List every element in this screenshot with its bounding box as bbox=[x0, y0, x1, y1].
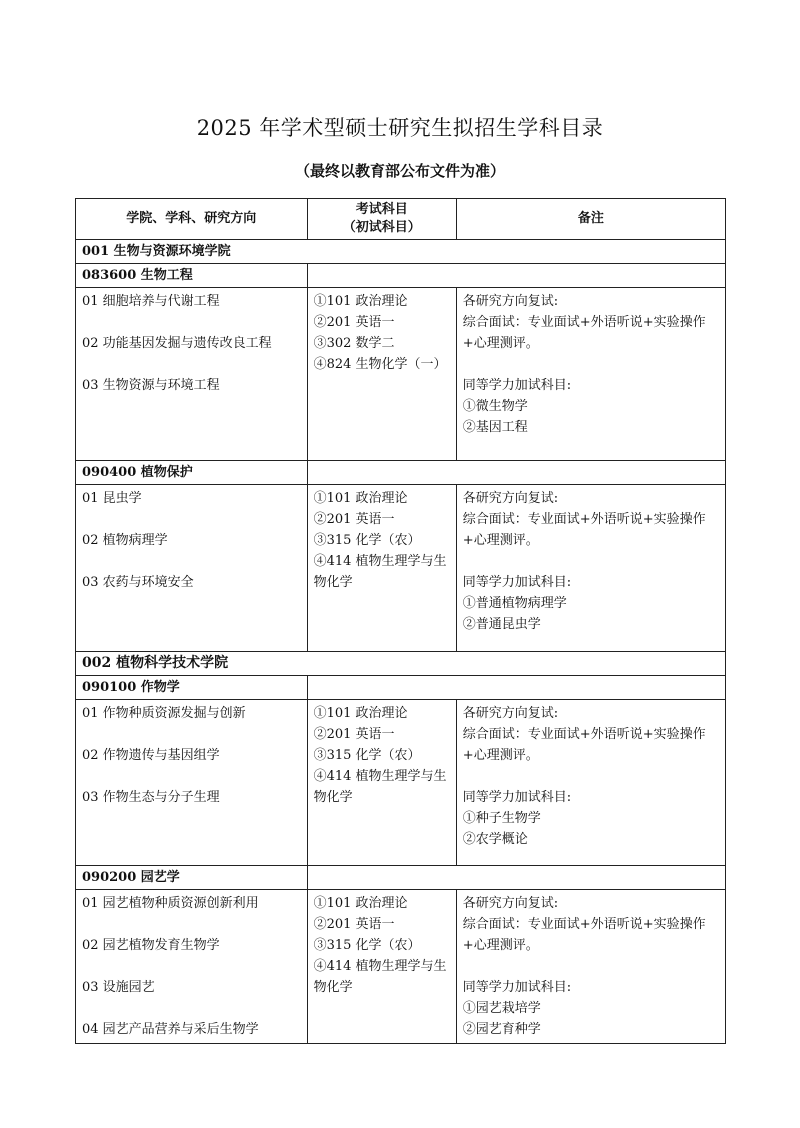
discipline-detail-row bbox=[76, 288, 726, 461]
discipline-blank bbox=[307, 676, 725, 700]
exam-item: ④824 生物化学（一） bbox=[313, 357, 447, 372]
extra-exam-item: ①种子生物学 bbox=[462, 811, 541, 826]
notes-cell bbox=[456, 700, 725, 866]
retest-title: 各研究方向复试: bbox=[462, 896, 559, 911]
notes-cell bbox=[456, 485, 725, 652]
exam-item: ③315 化学（农） bbox=[313, 938, 421, 953]
header-exams-line1: 考试科目 bbox=[355, 202, 408, 217]
page-title: 2025 年学术型硕士研究生拟招生学科目录 bbox=[196, 116, 604, 140]
discipline-detail-row bbox=[76, 485, 726, 652]
exam-item: ②201 英语一 bbox=[313, 917, 395, 932]
exam-item: ③302 数学二 bbox=[313, 336, 395, 351]
retest-detail: 综合面试：专业面试+外语听说+实验操作+心理测评。 bbox=[462, 315, 706, 351]
discipline-detail-row bbox=[76, 890, 726, 1044]
exams-cell bbox=[307, 890, 456, 1044]
college-name: 001 生物与资源环境学院 bbox=[76, 240, 726, 264]
discipline-row bbox=[76, 866, 726, 890]
exam-item: ①101 政治理论 bbox=[313, 491, 408, 506]
header-directions: 学院、学科、研究方向 bbox=[76, 199, 308, 240]
exam-item: ③315 化学（农） bbox=[313, 533, 421, 548]
college-row bbox=[76, 652, 726, 676]
notes-cell bbox=[456, 288, 725, 461]
exam-item: ④414 植物生理学与生物化学 bbox=[313, 769, 447, 805]
extra-exam-title: 同等学力加试科目: bbox=[462, 790, 572, 805]
discipline-blank bbox=[307, 461, 725, 485]
discipline-detail-row bbox=[76, 700, 726, 866]
direction-item: 02 植物病理学 bbox=[82, 533, 168, 548]
direction-item: 02 功能基因发掘与遗传改良工程 bbox=[82, 336, 272, 351]
retest-detail: 综合面试：专业面试+外语听说+实验操作+心理测评。 bbox=[462, 727, 706, 763]
exams-cell bbox=[307, 485, 456, 652]
retest-title: 各研究方向复试: bbox=[462, 294, 559, 309]
direction-item: 01 作物种质资源发掘与创新 bbox=[82, 706, 246, 721]
extra-exam-item: ②基因工程 bbox=[462, 420, 528, 435]
college-name: 002 植物科学技术学院 bbox=[76, 652, 726, 676]
retest-detail: 综合面试：专业面试+外语听说+实验操作+心理测评。 bbox=[462, 512, 706, 548]
page-subtitle: （最终以教育部公布文件为准） bbox=[294, 162, 505, 180]
discipline-blank bbox=[307, 866, 725, 890]
extra-exam-item: ②园艺育种学 bbox=[462, 1022, 541, 1037]
extra-exam-item: ①普通植物病理学 bbox=[462, 596, 567, 611]
discipline-row bbox=[76, 461, 726, 485]
directions-cell bbox=[76, 485, 308, 652]
directions-cell bbox=[76, 890, 308, 1044]
direction-item: 04 园艺产品营养与采后生物学 bbox=[82, 1022, 259, 1037]
exam-item: ③315 化学（农） bbox=[313, 748, 421, 763]
exams-cell bbox=[307, 288, 456, 461]
exam-item: ①101 政治理论 bbox=[313, 706, 408, 721]
exam-item: ②201 英语一 bbox=[313, 315, 395, 330]
discipline-name: 090200 园艺学 bbox=[76, 866, 308, 890]
header-exams bbox=[307, 199, 456, 240]
college-row bbox=[76, 240, 726, 264]
notes-cell bbox=[456, 890, 725, 1044]
directions-cell bbox=[76, 288, 308, 461]
direction-item: 01 细胞培养与代谢工程 bbox=[82, 294, 220, 309]
direction-item: 02 作物遗传与基因组学 bbox=[82, 748, 220, 763]
discipline-blank bbox=[307, 264, 725, 288]
extra-exam-item: ①园艺栽培学 bbox=[462, 1001, 541, 1016]
exam-item: ②201 英语一 bbox=[313, 727, 395, 742]
discipline-name: 090100 作物学 bbox=[76, 676, 308, 700]
discipline-name: 090400 植物保护 bbox=[76, 461, 308, 485]
exam-item: ①101 政治理论 bbox=[313, 294, 408, 309]
header-notes: 备注 bbox=[456, 199, 725, 240]
extra-exam-title: 同等学力加试科目: bbox=[462, 378, 572, 393]
header-exams-line2: （初试科目） bbox=[342, 220, 421, 235]
retest-detail: 综合面试：专业面试+外语听说+实验操作+心理测评。 bbox=[462, 917, 706, 953]
exam-item: ①101 政治理论 bbox=[313, 896, 408, 911]
direction-item: 01 昆虫学 bbox=[82, 491, 142, 506]
retest-title: 各研究方向复试: bbox=[462, 706, 559, 721]
discipline-row bbox=[76, 676, 726, 700]
direction-item: 01 园艺植物种质资源创新利用 bbox=[82, 896, 259, 911]
extra-exam-title: 同等学力加试科目: bbox=[462, 980, 572, 995]
extra-exam-item: ②普通昆虫学 bbox=[462, 617, 541, 632]
extra-exam-item: ①微生物学 bbox=[462, 399, 528, 414]
direction-item: 03 设施园艺 bbox=[82, 980, 155, 995]
direction-item: 03 生物资源与环境工程 bbox=[82, 378, 220, 393]
discipline-name: 083600 生物工程 bbox=[76, 264, 308, 288]
direction-item: 02 园艺植物发育生物学 bbox=[82, 938, 220, 953]
retest-title: 各研究方向复试: bbox=[462, 491, 559, 506]
extra-exam-item: ②农学概论 bbox=[462, 832, 528, 847]
extra-exam-title: 同等学力加试科目: bbox=[462, 575, 572, 590]
exam-item: ④414 植物生理学与生物化学 bbox=[313, 959, 447, 995]
directions-cell bbox=[76, 700, 308, 866]
table-header-row bbox=[76, 199, 726, 240]
discipline-row bbox=[76, 264, 726, 288]
exam-item: ④414 植物生理学与生物化学 bbox=[313, 554, 447, 590]
exams-cell bbox=[307, 700, 456, 866]
direction-item: 03 农药与环境安全 bbox=[82, 575, 194, 590]
direction-item: 03 作物生态与分子生理 bbox=[82, 790, 220, 805]
exam-item: ②201 英语一 bbox=[313, 512, 395, 527]
catalog-table bbox=[75, 198, 726, 1044]
